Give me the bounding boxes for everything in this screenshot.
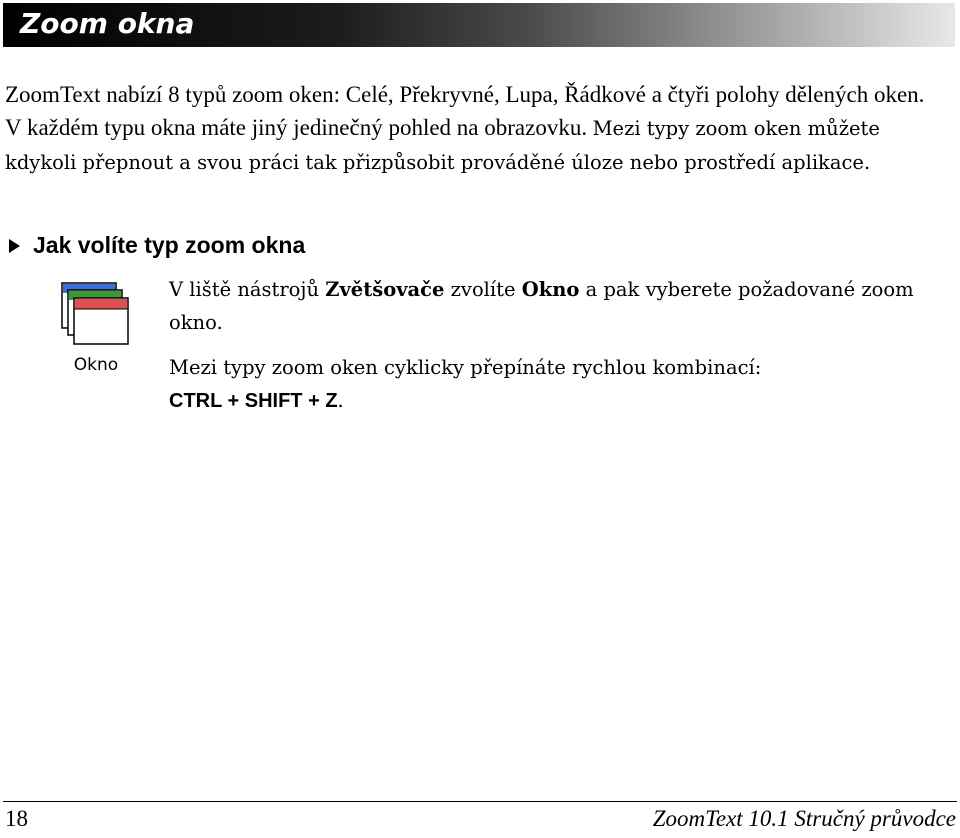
okno-window-icon (60, 282, 130, 374)
step-1-window-term: Okno (521, 278, 580, 301)
step-2-paragraph (169, 351, 949, 418)
page-title: Zoom okna (20, 7, 195, 40)
footer-divider (3, 801, 957, 802)
step-1-middle: zvolíte (444, 278, 522, 301)
footer-book-title: ZoomText 10.1 Stručný průvodce (652, 806, 956, 831)
okno-icon-label: Okno (73, 355, 119, 374)
page-number: 18 (5, 806, 28, 831)
stacked-windows-icon (60, 282, 130, 374)
instructions-block (169, 273, 949, 418)
section-heading (9, 232, 305, 259)
intro-paragraph (5, 78, 945, 179)
step-1-paragraph (169, 273, 949, 339)
step-1-suffix: a pak vyberete požadované zoom okno. (169, 278, 914, 334)
triangle-bullet-icon (9, 239, 20, 253)
step-1-prefix: V liště nástrojů (169, 278, 326, 301)
step-2-text: Mezi typy zoom oken cyklicky přepínáte rychlou kombinací: (169, 356, 762, 379)
shortcut-period: . (337, 389, 344, 412)
intro-sentence-1: ZoomText nabízí 8 typů zoom oken: Celé, Překryvné, Lupa, Řádkové a čtyři polohy dělených oken. V každém typu okna máte jiný jedinečný pohled na obrazovku. (5, 82, 925, 140)
intro-sentence-2: Mezi typy zoom oken můžete kdykoli přepnout a svou práci tak přizpůsobit prováděné úloze nebo prostředí aplikace. (5, 117, 880, 174)
keyboard-shortcut: CTRL + SHIFT + Z (169, 390, 338, 412)
section-header-bar (3, 3, 955, 47)
section-heading-text: Jak volíte typ zoom okna (33, 232, 306, 258)
step-1-magnifier-term: Zvětšovače (325, 278, 445, 301)
